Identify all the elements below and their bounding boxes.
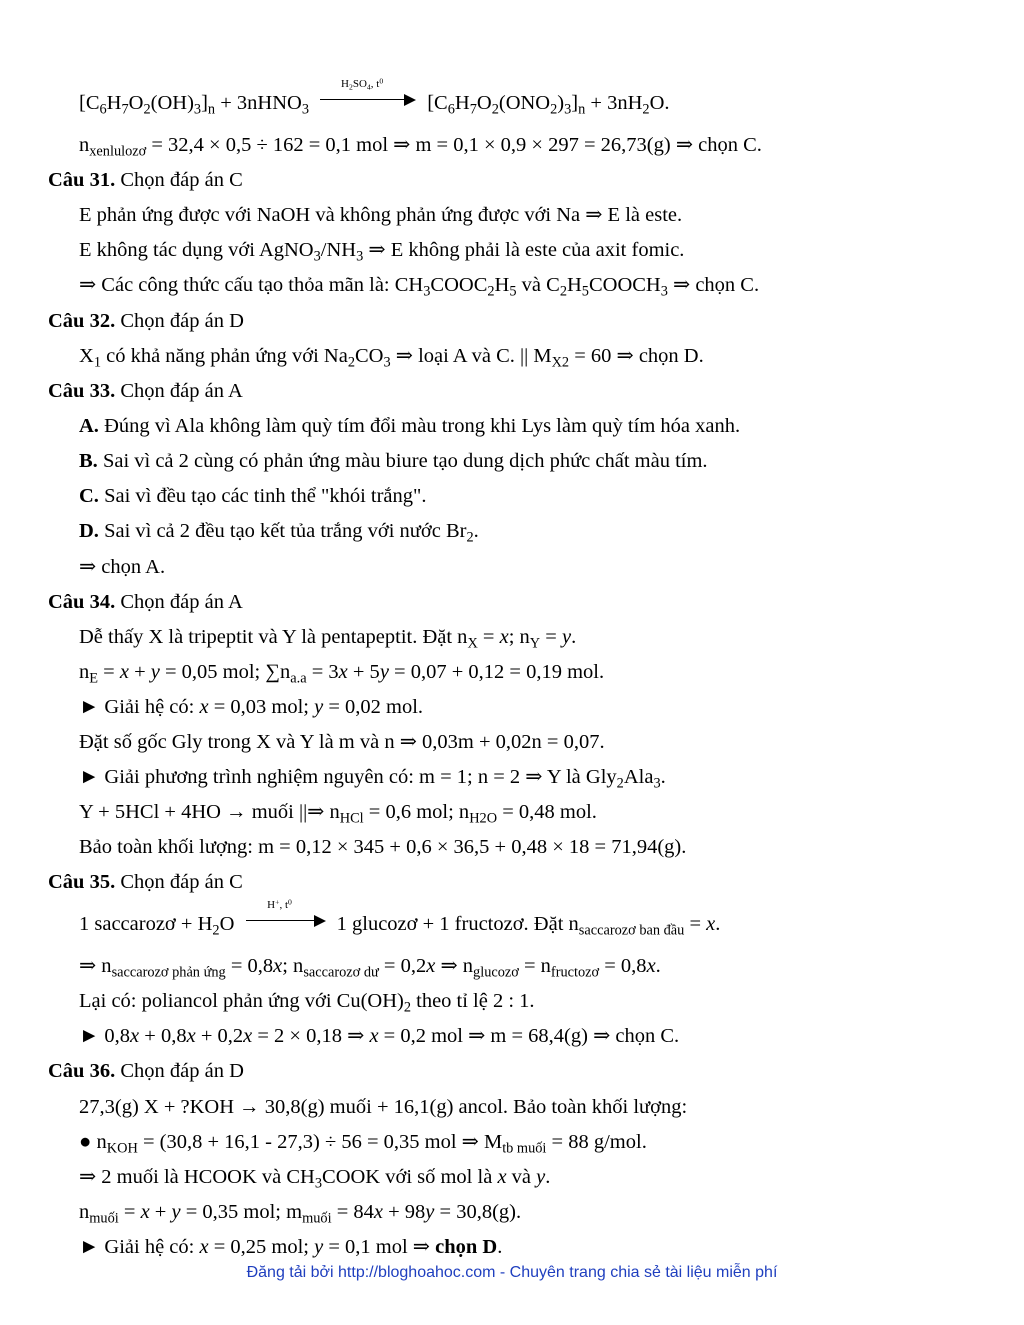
cellulose-calculation: $n_{xenlulozơ} = 32,4 \times 0,5 \div 162 = 0,1$ mol ⇒ m = 0,1 × 0,9 × 297 = 26,73(g) ⇒ chọn C.: [79, 134, 762, 160]
question-31-heading: Câu 31. Chọn đáp án C: [48, 169, 243, 191]
question-34-heading: Câu 34. Chọn đáp án A: [48, 591, 243, 613]
q34-line-4: Đặt số gốc Gly trong X và Y là m và n ⇒ 0,03m + 0,02n = 0,07.: [79, 731, 605, 753]
q36-line-3: ⇒ 2 muối là HCOOK và $CH_3COOK$ với số mol là x và y.: [79, 1166, 551, 1192]
q34-line-2: $n_E = x + y = 0,05$ mol; $\sum n_{a.a} = 3x + 5y = 0,07 + 0,12 = 0,19$ mol.: [79, 661, 605, 687]
q34-line-1: Dễ thấy X là tripeptit và Y là pentapeptit. Đặt $n_X = x$; $n_Y = y$.: [79, 626, 577, 652]
q36-line-4: $n_{muối} = x + y = 0,35$ mol; $m_{muối} = 84x + 98y = 30,8(g)$.: [79, 1201, 522, 1227]
question-36-heading: Câu 36. Chọn đáp án D: [48, 1060, 244, 1082]
q33-option-a: A. Đúng vì Ala không làm quỳ tím đổi màu trong khi Lys làm quỳ tím hóa xanh.: [79, 415, 741, 437]
q34-line-3: ► Giải hệ có: x = 0,03 mol; y = 0,02 mol.: [79, 696, 424, 718]
q33-conclusion: ⇒ chọn A.: [79, 556, 166, 578]
q35-line-4: ► 0,8x + 0,8x + 0,2x = 2 × 0,18 ⇒ x = 0,2 mol ⇒ m = 68,4(g) ⇒ chọn C.: [79, 1025, 680, 1047]
q31-line-2: E không tác dụng với $AgNO_3/NH_3$ ⇒ E không phải là este của axit fomic.: [79, 239, 685, 265]
question-32-heading: Câu 32. Chọn đáp án D: [48, 310, 244, 332]
q36-line-5: ► Giải hệ có: x = 0,25 mol; y = 0,1 mol ⇒ chọn D.: [79, 1236, 503, 1258]
nitration-equation: $[C_6H_7O_2(OH)_3]_n$ + 3nHNO$_3$ $H_2SO_4$, $t^0$ $[C_6H_7O_2(ONO_2)_3]_n + 3nH_2O$.: [79, 76, 670, 118]
q34-line-6: Y + 5HCl + 4HO → muối ||⇒ $n_{HCl} = 0,6$ mol; $n_{H2O} = 0,48$ mol.: [79, 801, 597, 827]
q36-line-2: ● $n_{KOH} = (30,8 + 16,1 - 27,3) \div 56 = 0,35$ mol ⇒ $M_{tb muối} = 88$ g/mol.: [79, 1131, 647, 1157]
q32-line-1: $X_1$ có khả năng phản ứng với $Na_2CO_3$ ⇒ loại A và C. || $M_{X2} = 60$ ⇒ chọn D.: [79, 345, 704, 371]
q33-option-d: D. Sai vì cả 2 đều tạo kết tủa trắng với nước $Br_2$.: [79, 520, 479, 546]
q35-equation: 1 saccarozơ + $H_2O$ H+, $t^0$ 1 glucozơ + 1 fructozơ. Đặt $n_{saccarozơ ban đầu} = x$.: [79, 897, 721, 939]
question-35-heading: Câu 35. Chọn đáp án C: [48, 871, 243, 893]
q31-line-3: ⇒ Các công thức cấu tạo thỏa mãn là: $CH_3COOC_2H_5$ và $C_2H_5COOCH_3$ ⇒ chọn C.: [79, 274, 760, 300]
q35-line-2: ⇒ $n_{saccarozơ phản ứng} = 0,8x$; $n_{saccarozơ dư} = 0,2x$ ⇒ $n_{glucozơ} = n_{fructozơ} = 0,8x$.: [79, 955, 661, 981]
question-33-heading: Câu 33. Chọn đáp án A: [48, 380, 243, 402]
q34-line-5: ► Giải phương trình nghiệm nguyên có: m = 1; n = 2 ⇒ Y là Gly$_2$Ala$_3$.: [79, 766, 666, 792]
q36-line-1: 27,3(g) X + ?KOH → 30,8(g) muối + 16,1(g) ancol. Bảo toàn khối lượng:: [79, 1096, 688, 1118]
q34-line-7: Bảo toàn khối lượng: m = 0,12 × 345 + 0,6 × 36,5 + 0,48 × 18 = 71,94(g).: [79, 836, 687, 858]
q33-option-b: B. Sai vì cả 2 cùng có phản ứng màu biure tạo dung dịch phức chất màu tím.: [79, 450, 708, 472]
footer-credit: Đăng tải bởi http://bloghoahoc.com - Chuyên trang chia sẻ tài liệu miễn phí: [246, 1264, 778, 1281]
q35-line-3: Lại có: poliancol phản ứng với $Cu(OH)_2$ theo tỉ lệ 2 : 1.: [79, 990, 535, 1016]
q31-line-1: E phản ứng được với NaOH và không phản ứng được với Na ⇒ E là este.: [79, 204, 683, 226]
q33-option-c: C. Sai vì đều tạo các tinh thể "khói trắng".: [79, 485, 427, 507]
